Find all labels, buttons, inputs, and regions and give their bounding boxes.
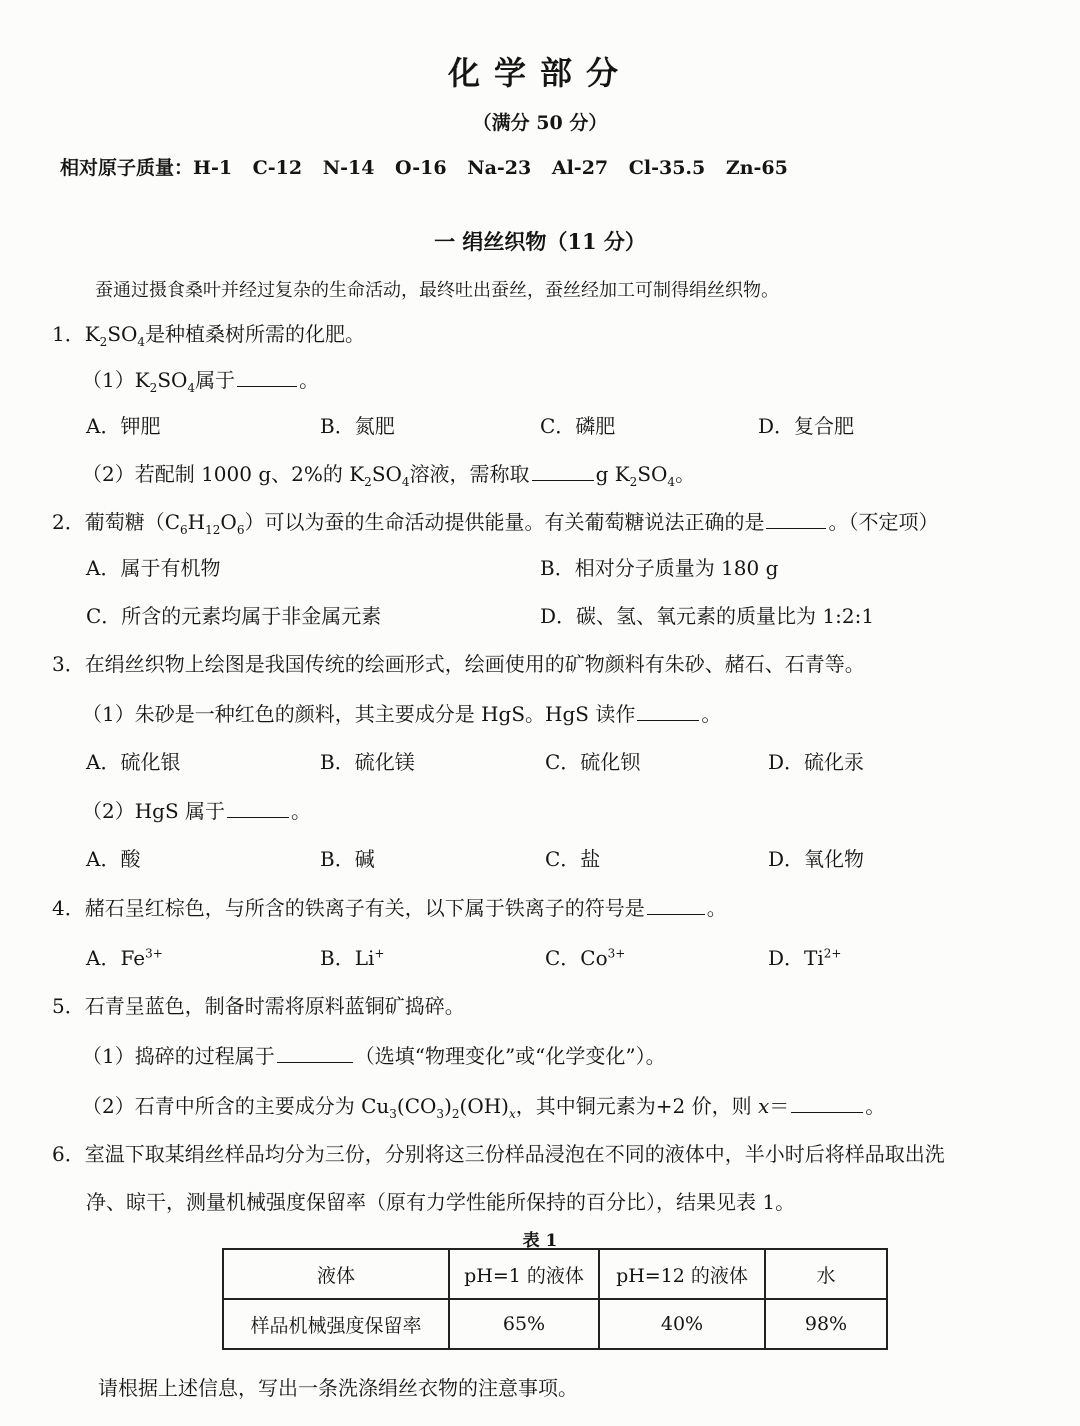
- full-score: （满分 50 分）: [472, 112, 608, 134]
- answer-blank[interactable]: [637, 702, 699, 721]
- atomic-masses: 相对原子质量：H-1 C-12 N-14 O-16 Na-23 Al-27 Cl-35.5 Zn-65: [60, 157, 788, 179]
- q3-option1-d: D．硫化汞: [768, 750, 865, 774]
- q3-stem: 3．在绢丝织物上绘图是我国传统的绘画形式，绘画使用的矿物颜料有朱砂、赭石、石青等。: [52, 652, 865, 676]
- q1-option-c: C．磷肥: [540, 414, 616, 438]
- q2-option-b: B．相对分子质量为 180 g: [540, 556, 779, 580]
- q3-option2-a: A．酸: [86, 847, 141, 871]
- q6-line1: 6．室温下取某绢丝样品均分为三份，分别将这三份样品浸泡在不同的液体中，半小时后将样品取出洗: [52, 1142, 945, 1166]
- q3-option1-c: C．硫化钡: [545, 750, 641, 774]
- q5-stem: 5．石青呈蓝色，制备时需将原料蓝铜矿捣碎。: [52, 994, 465, 1018]
- q6-line2: 净、晾干，测量机械强度保留率（原有力学性能所保持的百分比），结果见表 1。: [86, 1190, 796, 1214]
- q3-part2: （2）HgS 属于 。: [82, 799, 312, 823]
- section-title: 一 绢丝织物（11 分）: [434, 229, 646, 254]
- answer-blank[interactable]: [791, 1094, 863, 1113]
- section-intro: 蚕通过摄食桑叶并经过复杂的生命活动，最终吐出蚕丝，蚕丝经加工可制得绢丝织物。: [95, 280, 779, 301]
- answer-blank[interactable]: [227, 799, 289, 818]
- q1-option-d: D．复合肥: [758, 414, 855, 438]
- q6-final-question: 请根据上述信息，写出一条洗涤绢丝衣物的注意事项。: [98, 1376, 578, 1400]
- q4-stem: 4．赭石呈红棕色，与所含的铁离子有关，以下属于铁离子的符号是 。: [52, 896, 727, 920]
- table-caption: 表 1: [522, 1231, 558, 1251]
- q5-part2: （2）石青中所含的主要成分为 $Cu_3(CO_3)_2(OH)_x$，其中铜元素为+2 价，则 x＝ 。: [82, 1094, 886, 1121]
- q2-option-a: A．属于有机物: [86, 556, 221, 580]
- table-cell: 40%: [599, 1299, 765, 1349]
- answer-blank[interactable]: [532, 462, 594, 481]
- table-header-cell: 水: [765, 1249, 887, 1299]
- q1-part1: $(1)K_2SO_4$属于 。: [82, 368, 320, 395]
- q1-option-a: A．钾肥: [86, 414, 161, 438]
- q4-option-b: B．Li+: [320, 946, 385, 970]
- table-row: [223, 1249, 887, 1299]
- q2-option-d: D．碳、氢、氧元素的质量比为 1:2:1: [540, 604, 875, 628]
- q3-option2-c: C．盐: [545, 847, 601, 871]
- q3-option1-a: A．硫化银: [86, 750, 181, 774]
- q1-option-b: B．氮肥: [320, 414, 395, 438]
- data-table: [222, 1248, 888, 1350]
- q1-part2: （2）若配制 1000 g、2%的 $K_2SO_4$溶液，需称取 g $K_2SO_4$。: [82, 462, 696, 489]
- table-header-cell: pH=12 的液体: [599, 1249, 765, 1299]
- q3-option2-d: D．氧化物: [768, 847, 865, 871]
- q2-stem: 2．葡萄糖$(C_6H_{12}O_6)$可以为蚕的生命活动提供能量。有关葡萄糖说法正确的是 。（不定项）: [52, 510, 939, 537]
- q4-option-d: D．$Ti^{2+}$: [768, 946, 842, 970]
- q4-option-a: A．$Fe^{3+}$: [86, 946, 163, 970]
- q3-option2-b: B．碱: [320, 847, 375, 871]
- table-row: [223, 1299, 887, 1349]
- q3-option1-b: B．硫化镁: [320, 750, 415, 774]
- q2-option-c: C．所含的元素均属于非金属元素: [86, 604, 382, 628]
- table-cell: 样品机械强度保留率: [223, 1299, 449, 1349]
- answer-blank[interactable]: [647, 896, 705, 915]
- page-title: 化学部分: [447, 54, 632, 92]
- table-cell: 65%: [449, 1299, 599, 1349]
- table-header-cell: pH=1 的液体: [449, 1249, 599, 1299]
- table-header-cell: 液体: [223, 1249, 449, 1299]
- answer-blank[interactable]: [237, 368, 297, 387]
- answer-blank[interactable]: [277, 1044, 353, 1063]
- q1-stem: 1．$K_2SO_4$是种植桑树所需的化肥。: [52, 322, 366, 349]
- q4-option-c: C．$Co^{3+}$: [545, 946, 626, 970]
- q3-part1: （1）朱砂是一种红色的颜料，其主要成分是 HgS。HgS 读作 。: [82, 702, 722, 726]
- table-cell: 98%: [765, 1299, 887, 1349]
- answer-blank[interactable]: [766, 510, 826, 529]
- q5-part1: （1）捣碎的过程属于 （选填“物理变化”或“化学变化”）。: [82, 1044, 666, 1068]
